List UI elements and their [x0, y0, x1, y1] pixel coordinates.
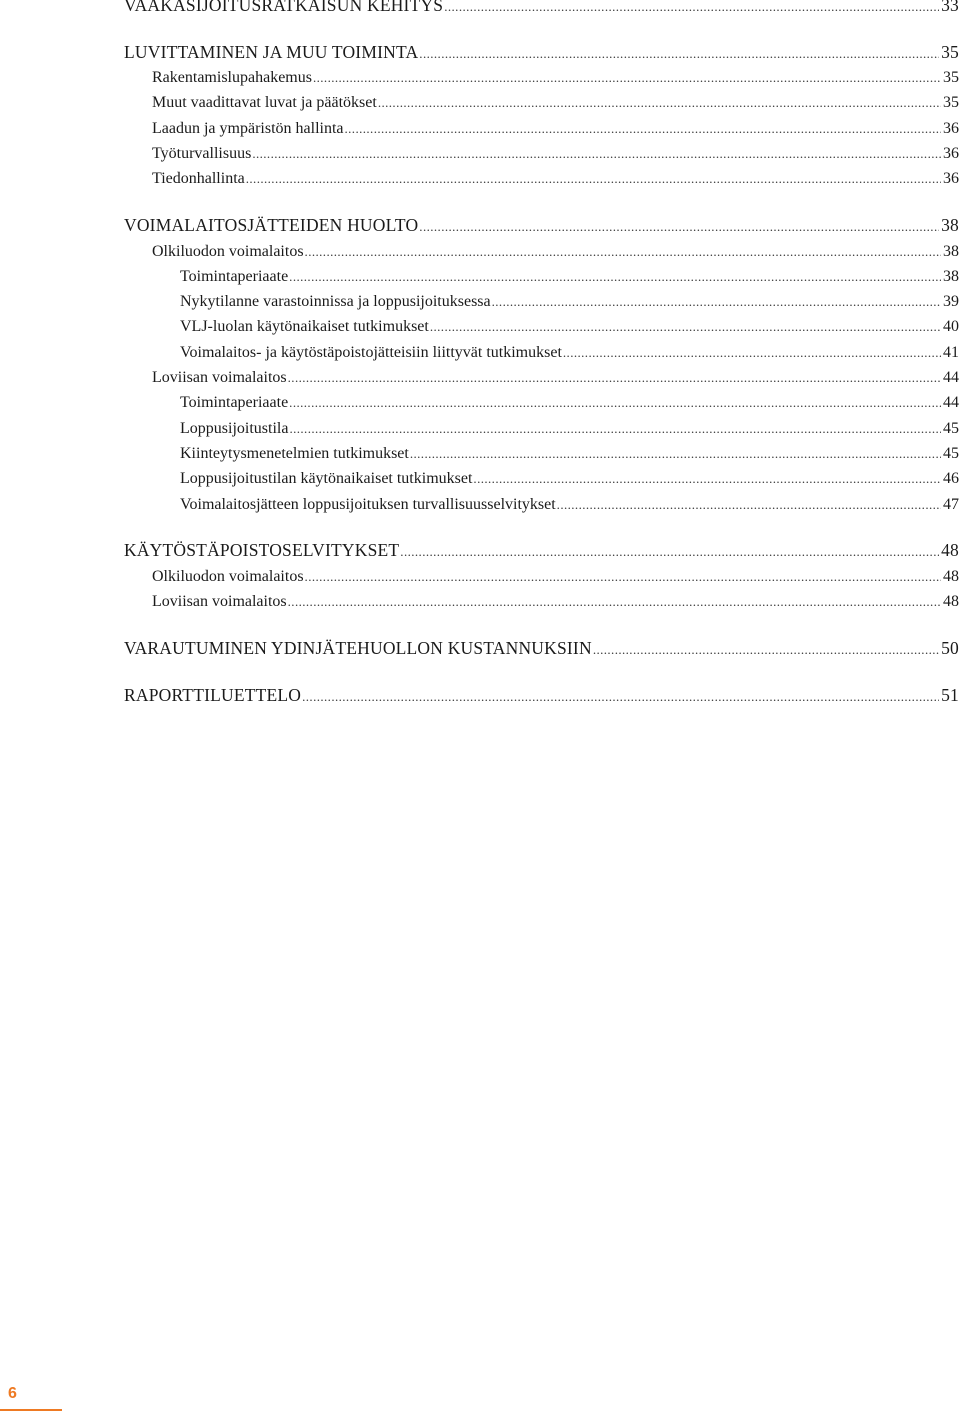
- page-number-footer: [0, 1385, 62, 1411]
- toc-entry-title: Voimalaitos- ja käytöstäpoistojätteisiin liittyvät tutkimukset: [180, 343, 562, 361]
- toc-entry[interactable]: [124, 166, 959, 191]
- dot-leader: [289, 390, 941, 415]
- toc-entry[interactable]: [124, 390, 959, 415]
- toc-entry[interactable]: [124, 90, 959, 115]
- toc-entry[interactable]: [124, 289, 959, 314]
- dot-leader: [305, 564, 941, 589]
- toc-entry-title: Loppusijoitustila: [180, 419, 289, 437]
- toc-entry-page: 36: [943, 145, 959, 163]
- toc-entry-title: Työturvallisuus: [152, 145, 252, 163]
- toc-entry[interactable]: [124, 340, 959, 365]
- dot-leader: [473, 466, 941, 491]
- toc-entry[interactable]: [124, 589, 959, 614]
- toc-entry-title: Olkiluodon voimalaitos: [152, 242, 304, 260]
- toc-entry-page: 50: [941, 637, 959, 658]
- toc-entry[interactable]: [124, 116, 959, 141]
- toc-entry-title: Laadun ja ympäristön hallinta: [152, 119, 344, 137]
- toc-entry-page: 41: [943, 343, 959, 361]
- dot-leader: [246, 166, 941, 191]
- toc-entry-title: Kiinteytysmenetelmien tutkimukset: [180, 444, 409, 462]
- toc-entry[interactable]: [124, 466, 959, 491]
- toc-entry-title: Nykytilanne varastoinnissa ja loppusijoituksessa: [180, 293, 491, 311]
- toc-entry[interactable]: [124, 141, 959, 166]
- toc-entry-page: 48: [943, 593, 959, 611]
- page-number: 6: [8, 1385, 17, 1402]
- toc-entry-title: Loviisan voimalaitos: [152, 369, 287, 387]
- toc-entry-page: 38: [943, 242, 959, 260]
- toc-entry-page: 48: [943, 567, 959, 585]
- dot-leader: [557, 492, 941, 517]
- toc-entry-page: 45: [943, 419, 959, 437]
- dot-leader: [419, 214, 939, 239]
- toc-entry-page: 44: [943, 369, 959, 387]
- toc-entry-title: Toimintaperiaate: [180, 394, 289, 412]
- dot-leader: [593, 637, 939, 662]
- toc-entry-title: VARAUTUMINEN YDINJÄTEHUOLLON KUSTANNUKSIIN: [124, 637, 592, 658]
- dot-leader: [492, 289, 941, 314]
- toc-entry-title: Muut vaadittavat luvat ja päätökset: [152, 94, 377, 112]
- toc-entry-page: 48: [941, 540, 959, 561]
- dot-leader: [444, 0, 939, 19]
- toc-entry-page: 36: [943, 170, 959, 188]
- toc-entry-page: 38: [941, 215, 959, 236]
- table-of-contents: [124, 0, 959, 708]
- toc-entry[interactable]: [124, 564, 959, 589]
- toc-entry[interactable]: [124, 65, 959, 90]
- dot-leader: [410, 441, 941, 466]
- toc-entry[interactable]: [124, 213, 959, 238]
- dot-leader: [302, 684, 939, 709]
- toc-entry[interactable]: [124, 314, 959, 339]
- toc-entry-title: VOIMALAITOSJÄTTEIDEN HUOLTO: [124, 215, 419, 236]
- dot-leader: [430, 314, 941, 339]
- toc-entry[interactable]: [124, 0, 959, 18]
- toc-entry-page: 44: [943, 394, 959, 412]
- toc-entry[interactable]: [124, 492, 959, 517]
- toc-entry-page: 46: [943, 470, 959, 488]
- dot-leader: [400, 539, 939, 564]
- dot-leader: [289, 264, 941, 289]
- dot-leader: [288, 589, 941, 614]
- dot-leader: [378, 90, 941, 115]
- toc-entry-title: Toimintaperiaate: [180, 267, 289, 285]
- toc-entry-page: 47: [943, 495, 959, 513]
- dot-leader: [313, 65, 941, 90]
- toc-entry[interactable]: [124, 538, 959, 563]
- toc-entry[interactable]: [124, 416, 959, 441]
- toc-entry-title: Voimalaitosjätteen loppusijoituksen turvallisuusselvitykset: [180, 495, 556, 513]
- dot-leader: [289, 416, 941, 441]
- toc-entry-title: VAAKASIJOITUSRATKAISUN KEHITYS: [124, 0, 444, 15]
- toc-entry-page: 35: [941, 41, 959, 62]
- toc-entry[interactable]: [124, 683, 959, 708]
- toc-entry-page: 40: [943, 318, 959, 336]
- toc-entry-title: Rakentamislupahakemus: [152, 69, 312, 87]
- toc-entry-page: 33: [941, 0, 959, 15]
- dot-leader: [305, 239, 941, 264]
- dot-leader: [419, 41, 939, 66]
- dot-leader: [252, 141, 941, 166]
- toc-entry-page: 35: [943, 69, 959, 87]
- toc-entry-title: Tiedonhallinta: [152, 170, 245, 188]
- dot-leader: [288, 365, 941, 390]
- dot-leader: [563, 340, 941, 365]
- toc-entry-page: 45: [943, 444, 959, 462]
- dot-leader: [345, 116, 942, 141]
- toc-entry[interactable]: [124, 239, 959, 264]
- toc-entry-page: 36: [943, 119, 959, 137]
- toc-entry[interactable]: [124, 365, 959, 390]
- toc-entry-title: KÄYTÖSTÄPOISTOSELVITYKSET: [124, 540, 400, 561]
- toc-entry-title: RAPORTTILUETTELO: [124, 684, 302, 705]
- toc-entry-page: 51: [941, 684, 959, 705]
- toc-entry-title: Olkiluodon voimalaitos: [152, 567, 304, 585]
- toc-entry-title: Loppusijoitustilan käytönaikaiset tutkimukset: [180, 470, 473, 488]
- toc-entry-title: LUVITTAMINEN JA MUU TOIMINTA: [124, 41, 419, 62]
- page-number-rule: [0, 1409, 62, 1411]
- toc-entry-page: 38: [943, 267, 959, 285]
- toc-entry-title: Loviisan voimalaitos: [152, 593, 287, 611]
- toc-entry-page: 35: [943, 94, 959, 112]
- toc-entry[interactable]: [124, 441, 959, 466]
- toc-entry[interactable]: [124, 40, 959, 65]
- toc-entry-page: 39: [943, 293, 959, 311]
- toc-entry-title: VLJ-luolan käytönaikaiset tutkimukset: [180, 318, 429, 336]
- toc-entry[interactable]: [124, 636, 959, 661]
- toc-entry[interactable]: [124, 264, 959, 289]
